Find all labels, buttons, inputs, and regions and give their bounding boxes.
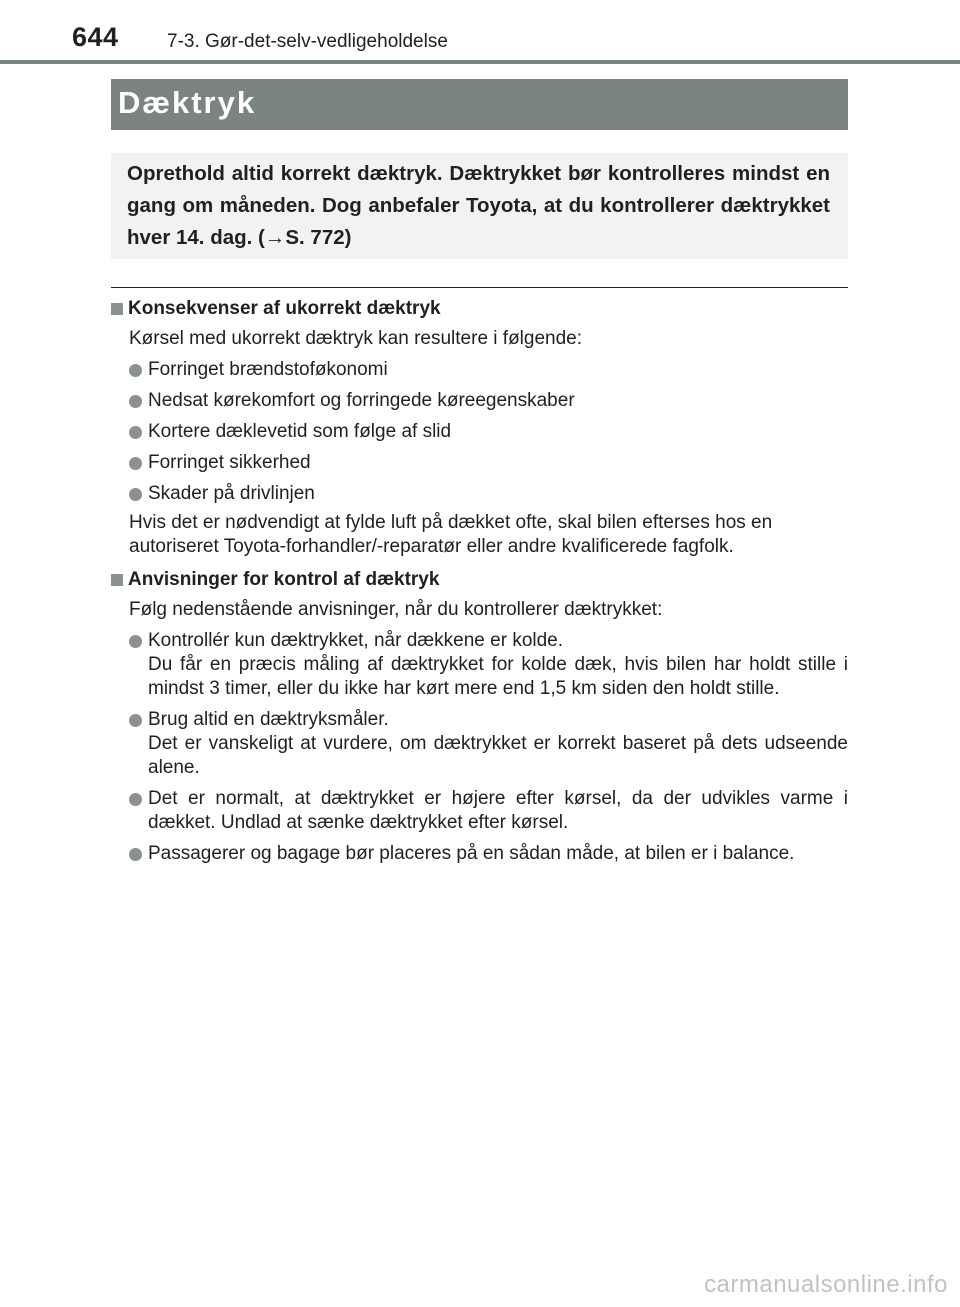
section-note: Hvis det er nødvendigt at fylde luft på dækket ofte, skal bilen efterses hos en autoriseret Toyota-forhandler/-reparatør eller andre kvalificerede fagfolk. — [129, 512, 773, 557]
list-item — [129, 389, 848, 413]
dot-bullet-icon — [129, 488, 142, 501]
list-item-title: Det er normalt, at dæktrykket er højere efter kørsel, da der udvikles varme i dækket. Undlad at sænke dæktrykket efter kørsel. — [148, 788, 848, 833]
square-bullet-icon — [111, 574, 123, 586]
dot-bullet-icon — [129, 635, 142, 648]
page-number: 644 — [72, 22, 119, 52]
list-item-body: Du får en præcis måling af dæktrykket for kolde dæk, hvis bilen har holdt stille i mindst 3 timer, eller du ikke har kørt mere end 1,5 km siden den holdt stille. — [148, 654, 848, 699]
dot-bullet-icon — [129, 426, 142, 439]
list-item — [129, 842, 848, 866]
watermark: carmanualsonline.info — [704, 1271, 948, 1298]
list-item-text: Forringet sikkerhed — [148, 452, 311, 473]
header-rule — [0, 60, 960, 64]
section-heading-text: Konsekvenser af ukorrekt dæktryk — [128, 298, 441, 319]
list-item — [129, 482, 848, 506]
list-item-body: Det er vanskeligt at vurdere, om dæktrykket er korrekt baseret på dets udseende alene. — [148, 733, 848, 778]
dot-bullet-icon — [129, 364, 142, 377]
dot-bullet-icon — [129, 848, 142, 861]
section-heading — [111, 296, 848, 322]
intro-box — [111, 153, 848, 259]
dot-bullet-icon — [129, 457, 142, 470]
intro-text-body: Oprethold altid korrekt dæktryk. Dæktrykket bør kontrolleres mindst en gang om måneden. Dog anbefaler Toyota, at du kontrollerer dæktrykket hver 14. dag. ( — [127, 162, 830, 249]
list-item-text: Kortere dæklevetid som følge af slid — [148, 421, 452, 442]
list-item-text: Nedsat kørekomfort og forringede køreegenskaber — [148, 390, 575, 411]
intro-text — [127, 158, 830, 254]
title-bar — [111, 79, 848, 130]
content — [111, 296, 848, 866]
square-bullet-icon — [111, 303, 123, 315]
section-lead: Følg nedenstående anvisninger, når du kontrollerer dæktrykket: — [129, 599, 663, 620]
list-item-title: Brug altid en dæktryksmåler. — [148, 709, 389, 730]
list-item-text: Skader på drivlinjen — [148, 483, 315, 504]
dot-bullet-icon — [129, 395, 142, 408]
dot-bullet-icon — [129, 793, 142, 806]
section-reference: 7-3. Gør-det-selv-vedligeholdelse — [167, 31, 448, 52]
dot-bullet-icon — [129, 714, 142, 727]
arrow-icon: → — [264, 226, 286, 249]
list-item — [129, 420, 848, 444]
page-title: Dæktryk — [118, 85, 257, 120]
page-reference-link[interactable]: S. 772) — [285, 226, 352, 249]
section-heading — [111, 567, 848, 593]
list-item — [129, 451, 848, 475]
section-heading-text: Anvisninger for kontrol af dæktryk — [128, 569, 440, 590]
list-item — [129, 708, 848, 780]
divider — [111, 287, 848, 288]
list-item — [129, 629, 848, 701]
list-item — [129, 358, 848, 382]
list-item-title: Kontrollér kun dæktrykket, når dækkene er kolde. — [148, 630, 564, 651]
list-item — [129, 787, 848, 835]
section-lead: Kørsel med ukorrekt dæktryk kan resultere i følgende: — [129, 328, 583, 349]
page-header — [0, 0, 960, 64]
list-item-text: Forringet brændstoføkonomi — [148, 359, 388, 380]
list-item-title: Passagerer og bagage bør placeres på en sådan måde, at bilen er i balance. — [148, 843, 795, 864]
